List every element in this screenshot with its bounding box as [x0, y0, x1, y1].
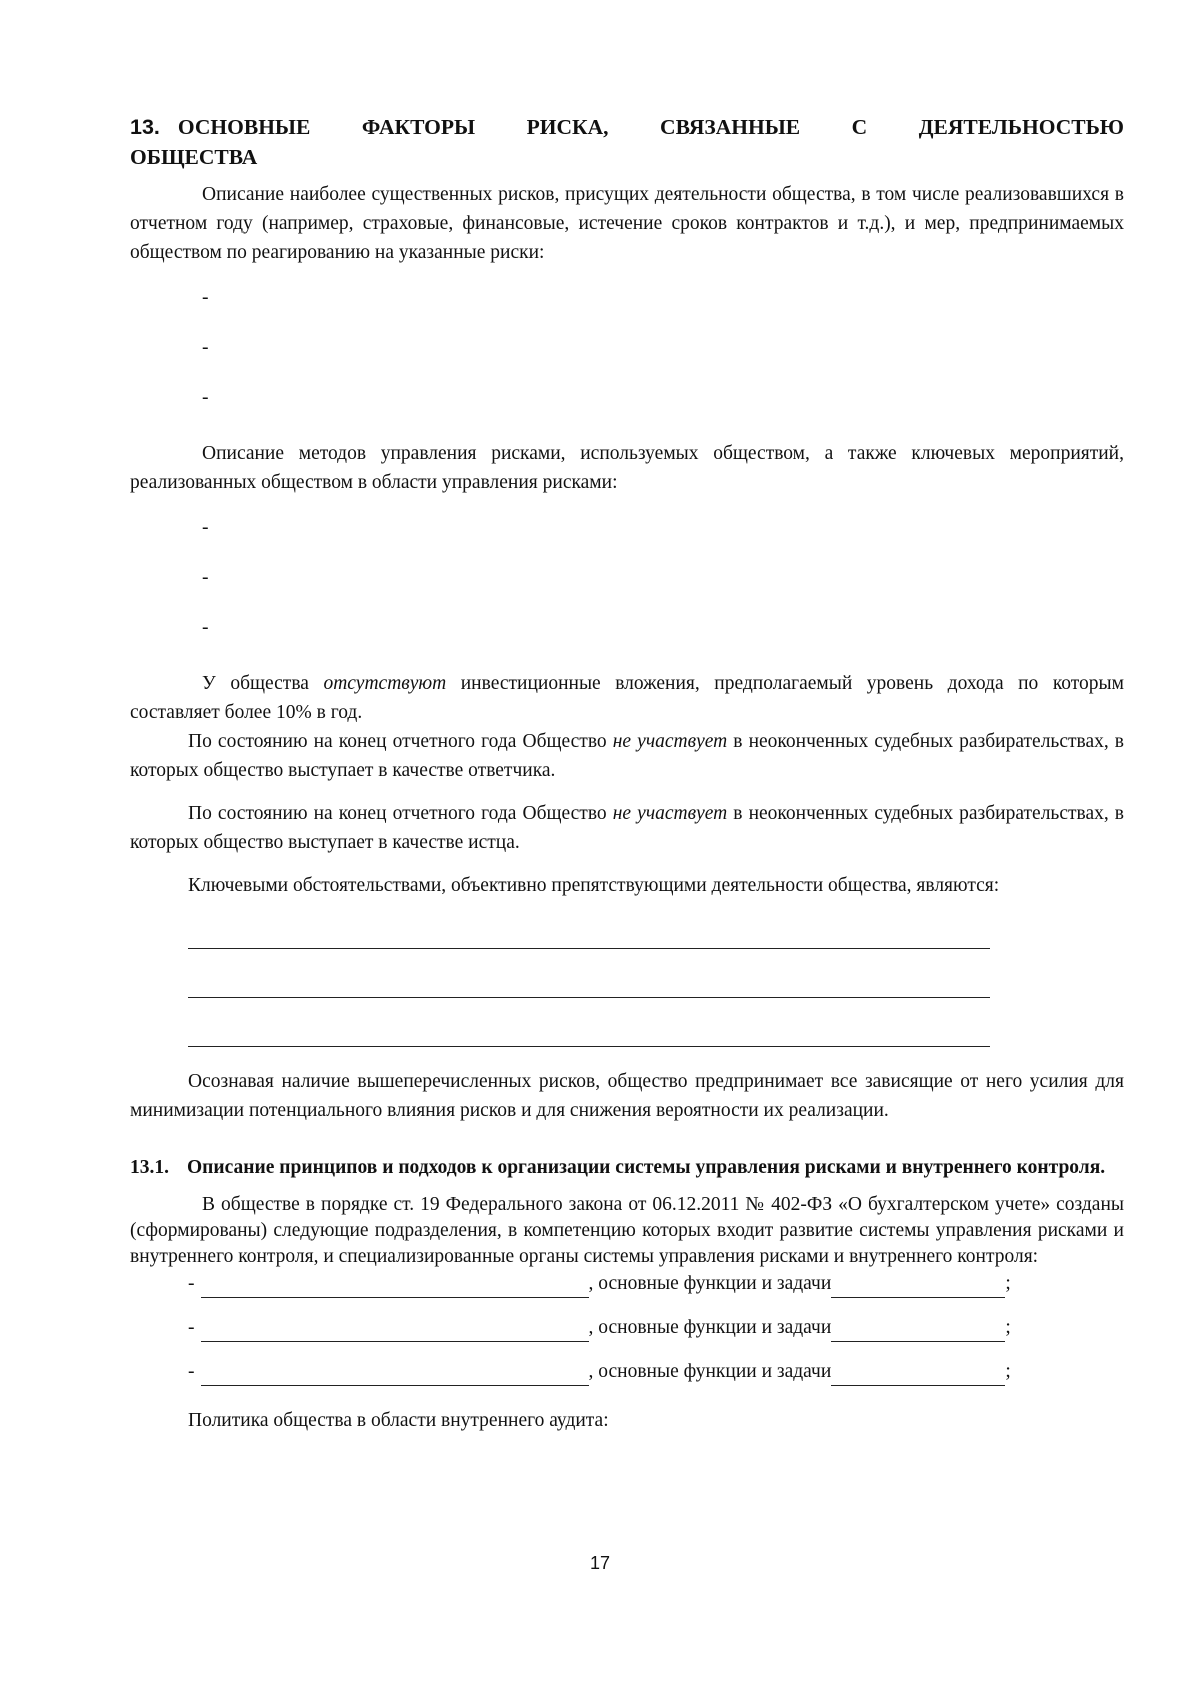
fill-in-lines	[188, 900, 990, 1047]
awareness-paragraph: Осознавая наличие вышеперечисленных рисков, общество предпринимает все зависящие от него усилия для минимизации потенциального влияния рисков и для снижения вероятности их реализации.	[130, 1071, 1124, 1121]
functions-blank	[831, 1273, 1005, 1298]
list-item: -	[202, 517, 209, 538]
plaintiff-emphasis: не участвует	[612, 803, 728, 824]
risk-methods-paragraph: Описание методов управления рисками, используемых обществом, а также ключевых мероприятий, реализованных обществом в области управления рисками:	[130, 443, 1124, 493]
key-circumstances-paragraph: Ключевыми обстоятельствами, объективно препятствующими деятельности общества, являются:	[188, 875, 1000, 896]
function-row: - , основные функции и задачи ;	[188, 1314, 1124, 1342]
defendant-emphasis: не участвует	[612, 731, 728, 752]
section-heading	[130, 112, 1124, 172]
litigation-plaintiff-paragraph: По состоянию на конец отчетного года Общество не участвует в неоконченных судебных разбирательствах, в которых общество выступает в качестве истца.	[130, 803, 1125, 853]
page-number: 17	[589, 1553, 611, 1573]
list-item: -	[202, 567, 209, 588]
blank-line	[188, 949, 990, 998]
section-number: 13.	[130, 115, 160, 139]
audit-policy-paragraph: Политика общества в области внутреннего аудита:	[188, 1410, 609, 1431]
risks-list	[130, 273, 1124, 423]
list-item: -	[202, 387, 209, 408]
unit-name-blank	[201, 1361, 589, 1386]
investments-emphasis: отсутствуют	[323, 673, 447, 694]
unit-name-blank	[201, 1273, 589, 1298]
subsection-heading	[130, 1153, 1124, 1182]
list-item: -	[202, 617, 209, 638]
function-row: - , основные функции и задачи ;	[188, 1358, 1124, 1386]
litigation-defendant-paragraph: По состоянию на конец отчетного года Общество не участвует в неоконченных судебных разбирательствах, в которых общество выступает в качестве ответчика.	[130, 731, 1125, 781]
functions-blank	[831, 1361, 1005, 1386]
function-row: - , основные функции и задачи ;	[188, 1270, 1124, 1298]
functions-blank	[831, 1317, 1005, 1342]
blank-line	[188, 900, 990, 949]
blank-line	[188, 998, 990, 1047]
investments-paragraph: У общества отсутствуют инвестиционные вложения, предполагаемый уровень дохода по которым составляет более 10% в год.	[130, 673, 1124, 723]
list-item: -	[202, 337, 209, 358]
subsection-title: Описание принципов и подходов к организации системы управления рисками и внутреннего контроля.	[187, 1157, 1106, 1178]
unit-name-blank	[201, 1317, 589, 1342]
list-item: -	[202, 287, 209, 308]
document-page	[130, 112, 1124, 1435]
risk-methods-list	[130, 503, 1124, 653]
law-paragraph: В обществе в порядке ст. 19 Федерального закона от 06.12.2011 № 402-ФЗ «О бухгалтерском учете» созданы (сформированы) следующие подразделения, в компетенцию которых входит развитие системы управления рисками и внутреннего контроля, и специализированные органы системы управления рисками и внутреннего контроля:	[130, 1194, 1124, 1267]
risks-description-paragraph: Описание наиболее существенных рисков, присущих деятельности общества, в том числе реализовавшихся в отчетном году (например, страховые, финансовые, истечение сроков контрактов и т.д.), и мер, предпринимаемых обществом по реагированию на указанные риски:	[130, 184, 1124, 263]
section-title: ОСНОВНЫЕ ФАКТОРЫ РИСКА, СВЯЗАННЫЕ С ДЕЯТЕЛЬНОСТЬЮ ОБЩЕСТВА	[130, 115, 1124, 169]
subsection-number: 13.1.	[130, 1157, 169, 1178]
